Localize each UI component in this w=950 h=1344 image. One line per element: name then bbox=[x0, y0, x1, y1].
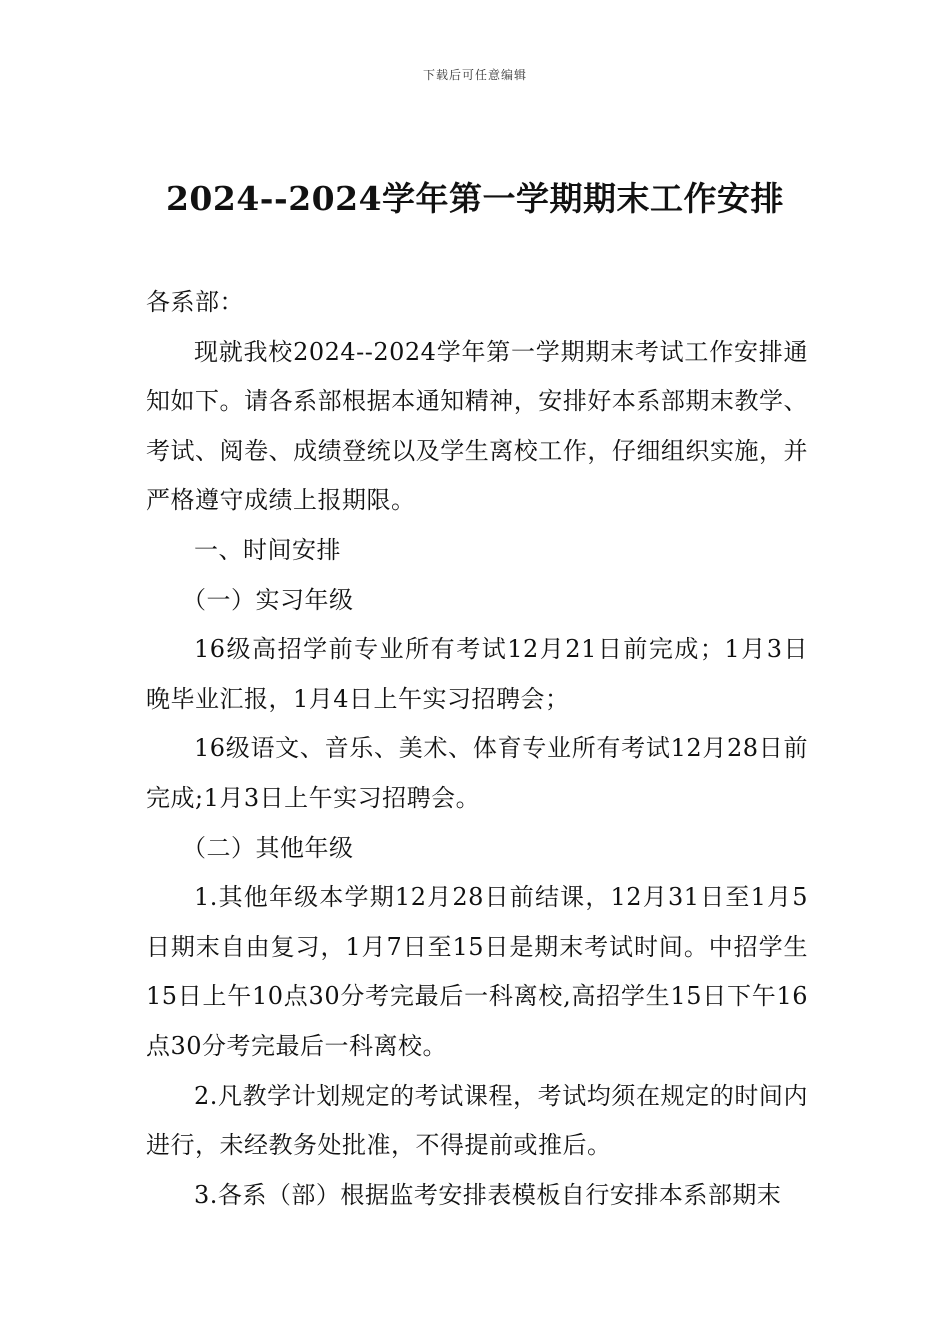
paragraph-item-1a: 16级高招学前专业所有考试12月21日前完成；1月3日晚毕业汇报，1月4日上午实习招聘会； bbox=[146, 635, 808, 713]
document-body bbox=[146, 278, 808, 1220]
document-title: 2024--2024学年第一学期期末工作安排 bbox=[165, 179, 785, 218]
section-heading-time: 一、时间安排 bbox=[194, 535, 341, 564]
subsection-heading-internship: （一）实习年级 bbox=[182, 585, 354, 614]
intro-paragraph: 现就我校2024--2024学年第一学期期末考试工作安排通知如下。请各系部根据本通知精神，安排好本系部期末教学、考试、阅卷、成绩登统以及学生离校工作，仔细组织实施，并严格遵守成绩上报期限。 bbox=[146, 337, 808, 515]
paragraph-item-2-3: 3.各系（部）根据监考安排表模板自行安排本系部期末 bbox=[194, 1180, 782, 1209]
paragraph-item-1b: 16级语文、音乐、美术、体育专业所有考试12月28日前完成;1月3日上午实习招聘会。 bbox=[146, 734, 808, 812]
salutation: 各系部： bbox=[146, 288, 244, 316]
paragraph-item-2-1: 1.其他年级本学期12月28日前结课，12月31日至1月5日期末自由复习，1月7日至15日是期末考试时间。中招学生15日上午10点30分考完最后一科离校,高招学生15日下午16点30分考完最后一科离校。 bbox=[146, 883, 808, 1060]
subsection-heading-other: （二）其他年级 bbox=[182, 833, 354, 862]
header-note: 下载后可任意编辑 bbox=[422, 68, 527, 82]
paragraph-item-2-2: 2.凡教学计划规定的考试课程，考试均须在规定的时间内进行，未经教务处批准，不得提前或推后。 bbox=[146, 1081, 808, 1160]
